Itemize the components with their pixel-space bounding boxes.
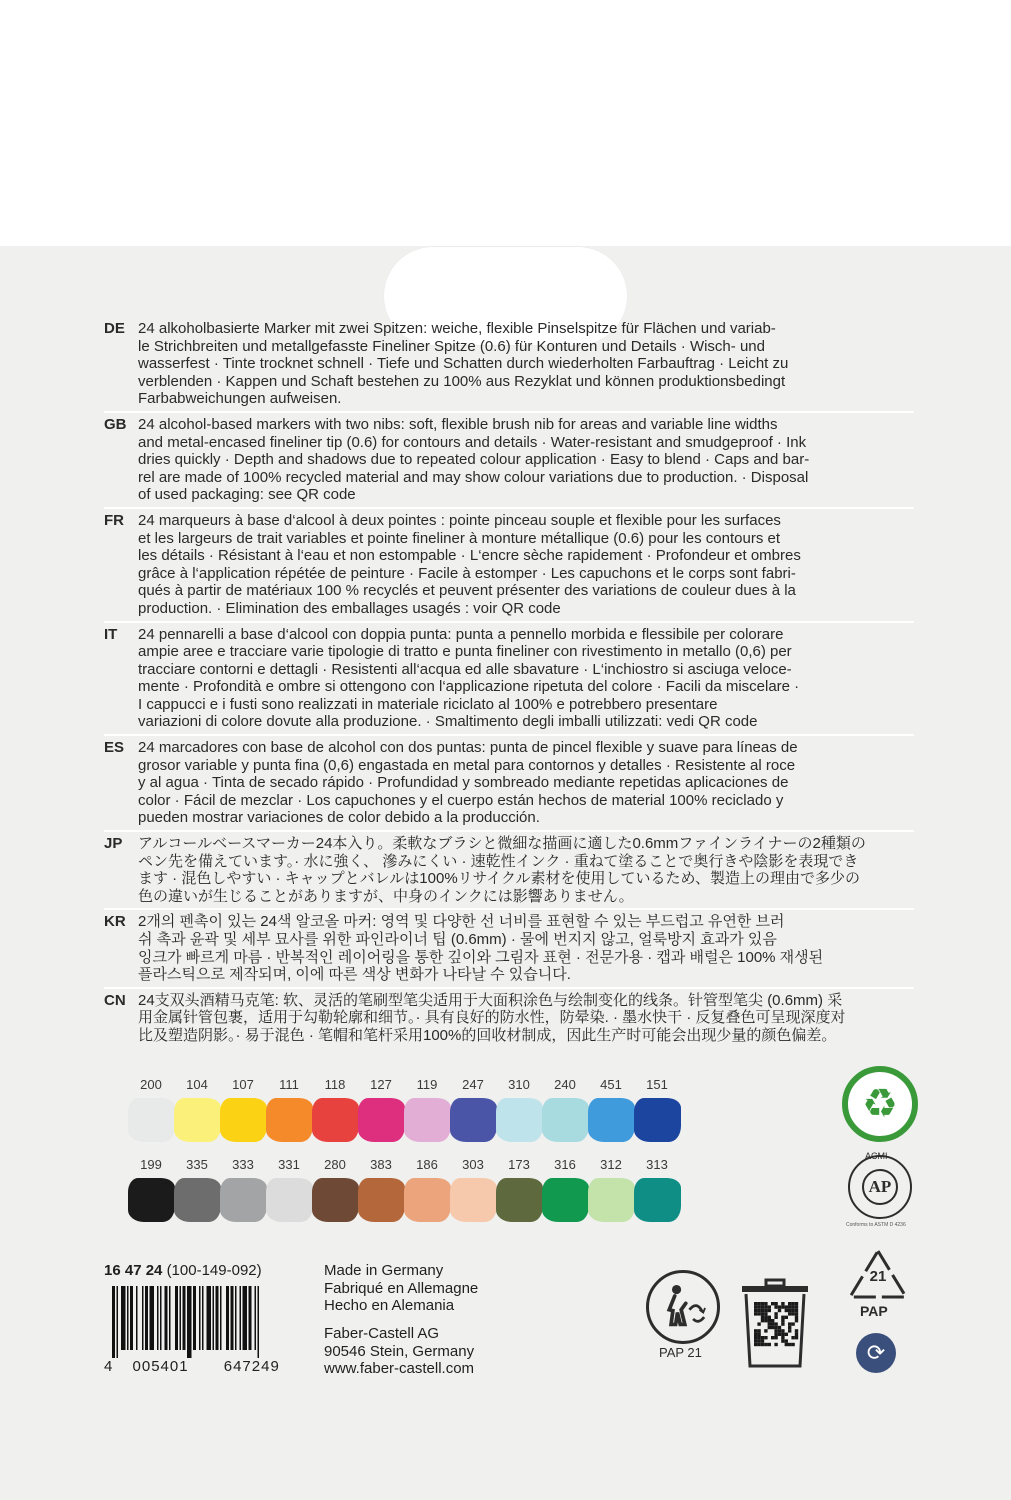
qr-module — [764, 1329, 767, 1332]
barcode-bar — [187, 1286, 192, 1358]
swatch-number: 247 — [462, 1077, 484, 1092]
lang-code: JP — [104, 835, 123, 853]
barcode-bar — [199, 1286, 201, 1350]
qr-module — [774, 1336, 777, 1339]
qr-module — [781, 1305, 784, 1308]
qr-module — [795, 1309, 798, 1312]
color-swatch — [634, 1156, 680, 1222]
lang-code: FR — [104, 511, 124, 529]
qr-module — [757, 1309, 760, 1312]
barcode-bar — [169, 1286, 171, 1350]
lang-code: GB — [104, 415, 127, 433]
qr-module — [788, 1326, 791, 1329]
pap-label: PAP — [860, 1303, 888, 1319]
swatch-number: 119 — [416, 1077, 438, 1092]
qr-module — [781, 1336, 784, 1339]
swatch-number: 303 — [462, 1157, 484, 1172]
color-swatch — [496, 1156, 542, 1222]
swatch-row — [128, 1076, 680, 1142]
barcode-bar — [207, 1286, 212, 1350]
qr-module — [764, 1302, 767, 1305]
qr-module — [757, 1339, 760, 1342]
manufacturer-address — [324, 1325, 474, 1378]
acmi-core: AP — [862, 1169, 898, 1205]
swatch-number: 111 — [279, 1077, 299, 1092]
barcode-bar — [226, 1286, 229, 1350]
qr-module — [781, 1333, 784, 1336]
qr-module — [795, 1336, 798, 1339]
qr-module — [781, 1319, 784, 1322]
recycle-icon: ♻ — [862, 1082, 898, 1126]
barcode-right: 647249 — [223, 1358, 280, 1375]
qr-module — [781, 1322, 784, 1325]
lang-code: KR — [104, 913, 126, 931]
barcode-bar — [240, 1286, 242, 1350]
barcode-bar — [130, 1286, 133, 1350]
qr-module — [791, 1305, 794, 1308]
qr-module — [774, 1329, 777, 1332]
barcode-bar — [255, 1286, 257, 1350]
company-city: 90546 Stein, Germany — [324, 1342, 475, 1360]
lang-block-de — [104, 320, 914, 413]
qr-module — [785, 1316, 788, 1319]
qr-module — [774, 1316, 777, 1319]
barcode-bar — [216, 1286, 219, 1350]
color-swatch — [450, 1156, 496, 1222]
swatch-color — [128, 1178, 175, 1222]
qr-module — [791, 1322, 794, 1325]
swatch-number: 333 — [232, 1157, 254, 1172]
art-no: 16 47 24 — [104, 1262, 163, 1279]
color-swatch — [588, 1076, 634, 1142]
tidyman-icon — [646, 1270, 720, 1344]
qr-module — [761, 1316, 764, 1319]
barcode-bar — [243, 1286, 248, 1350]
language-descriptions — [104, 320, 914, 1051]
qr-module — [785, 1305, 788, 1308]
swatch-color — [312, 1098, 359, 1142]
barcode-bar — [136, 1286, 138, 1350]
swatch-number: 107 — [232, 1077, 254, 1092]
qr-module — [778, 1309, 781, 1312]
qr-module — [768, 1309, 771, 1312]
lang-text: 2개의 펜촉이 있는 24색 알코올 마커: 영역 및 다양한 선 너비를 표현할 수 있는 부드럽고 유연한 브러 쉬 촉과 윤곽 및 세부 묘사를 위한 파인라이너 팁 (0.6mm) · 물에 번지지 않고, 얼룩방지 효과가 있음 잉크가 빠르게 마름 · 반복적인 레이어링을 통한 깊이와 그림자 표현 · 전문가용 · 캡과 배럴은 100% 재생된 플라스틱으로 제작되며, 이에 따른 색상 변화가 나타날 수 있습니다. — [138, 913, 824, 984]
swatch-number: 127 — [370, 1077, 392, 1092]
lang-block-jp — [104, 835, 914, 910]
made-in-fr: Fabriqué en Allemagne — [324, 1279, 479, 1297]
company-url: www.faber-castell.com — [324, 1360, 475, 1378]
qr-module — [774, 1302, 777, 1305]
lang-code: IT — [104, 625, 118, 643]
barcode-bar — [145, 1286, 148, 1350]
barcode-left: 005401 — [132, 1358, 189, 1375]
lang-code: CN — [104, 991, 126, 1009]
qr-module — [757, 1322, 760, 1325]
swatch-row — [128, 1156, 680, 1222]
qr-module — [757, 1302, 760, 1305]
qr-module — [795, 1329, 798, 1332]
qr-module — [795, 1312, 798, 1315]
color-swatch — [450, 1076, 496, 1142]
barcode-bar — [193, 1286, 196, 1350]
swatch-color — [220, 1178, 267, 1222]
qr-module — [761, 1302, 764, 1305]
barcode-bar — [142, 1286, 144, 1350]
qr-module — [761, 1339, 764, 1342]
made-in-es: Hecho en Alemania — [324, 1297, 455, 1315]
qr-module — [754, 1309, 757, 1312]
color-swatch — [634, 1076, 680, 1142]
qr-module — [761, 1309, 764, 1312]
lang-text: 24 alcohol-based markers with two nibs: soft, flexible brush nib for areas and variable line widths and metal-encased fineliner tip (0.6) for contours and details · Water-resistant and smudgeproof · Ink dries quickly · Depth and shadows due to repeated colour application · Easy to blend · Caps and bar- rel are made of 100% recycled material and may show colour variations due to production. · Disposal of used packaging: see QR code — [138, 415, 810, 504]
qr-module — [754, 1329, 757, 1332]
barcode-bar — [183, 1286, 186, 1350]
swatch-number: 451 — [600, 1077, 622, 1092]
qr-module — [764, 1316, 767, 1319]
barcode-bar — [231, 1286, 234, 1350]
swatch-number: 104 — [186, 1077, 208, 1092]
swatch-color — [174, 1178, 221, 1222]
qr-module — [757, 1312, 760, 1315]
swatch-color — [358, 1098, 405, 1142]
barcode-bar — [165, 1286, 168, 1350]
cardboard-recycle-badge — [842, 1066, 918, 1142]
barcode-bar — [220, 1286, 222, 1350]
green-dot-icon: ⟳ — [856, 1333, 896, 1373]
barcode-digits — [104, 1358, 280, 1375]
swatch-color — [588, 1178, 635, 1222]
swatch-color — [496, 1098, 543, 1142]
acmi-ap-seal — [848, 1155, 912, 1219]
swatch-color — [450, 1178, 497, 1222]
lang-code: ES — [104, 739, 125, 757]
lang-block-es — [104, 739, 914, 832]
qr-module — [761, 1343, 764, 1346]
qr-module — [757, 1329, 760, 1332]
swatch-color — [634, 1178, 681, 1222]
color-swatch — [588, 1156, 634, 1222]
swatch-color — [358, 1178, 405, 1222]
qr-module — [791, 1336, 794, 1339]
swatch-color — [220, 1098, 267, 1142]
hang-tab-area — [0, 0, 1011, 246]
qr-module — [795, 1316, 798, 1319]
acmi-label: ACMI — [865, 1151, 888, 1161]
qr-module — [785, 1339, 788, 1342]
swatch-number: 280 — [324, 1157, 346, 1172]
swatch-number: 310 — [508, 1077, 530, 1092]
barcode-bar — [112, 1286, 115, 1358]
color-swatch — [312, 1156, 358, 1222]
qr-module — [781, 1329, 784, 1332]
swatch-color — [450, 1098, 497, 1142]
barcode-bar — [117, 1286, 119, 1358]
qr-module — [761, 1312, 764, 1315]
swatch-number: 151 — [646, 1077, 668, 1092]
qr-module — [757, 1336, 760, 1339]
lang-block-gb — [104, 416, 914, 509]
swatch-number: 118 — [324, 1077, 346, 1092]
barcode-bar — [175, 1286, 178, 1350]
qr-module — [795, 1319, 798, 1322]
qr-module — [754, 1333, 757, 1336]
qr-module — [795, 1302, 798, 1305]
qr-module — [788, 1322, 791, 1325]
qr-module — [764, 1305, 767, 1308]
lang-block-fr — [104, 512, 914, 623]
lang-code: DE — [104, 320, 125, 337]
qr-module — [754, 1312, 757, 1315]
qr-module — [768, 1343, 771, 1346]
qr-module — [785, 1343, 788, 1346]
color-swatch — [174, 1076, 220, 1142]
qr-module — [785, 1333, 788, 1336]
qr-module — [774, 1333, 777, 1336]
qr-module — [764, 1336, 767, 1339]
qr-module — [788, 1305, 791, 1308]
qr-module — [791, 1302, 794, 1305]
qr-module — [764, 1309, 767, 1312]
qr-module — [761, 1336, 764, 1339]
qr-module — [788, 1302, 791, 1305]
swatch-color — [542, 1178, 589, 1222]
swatch-color — [266, 1098, 313, 1142]
qr-module — [788, 1312, 791, 1315]
qr-module — [768, 1322, 771, 1325]
barcode-bar — [258, 1286, 260, 1358]
color-swatch — [128, 1156, 174, 1222]
qr-module — [768, 1326, 771, 1329]
lang-text: 24 pennarelli a base d‘alcool con doppia punta: punta a pennello morbida e flessibile per colorare ampie aree e tracciare varie tipologie di tratto e punta fineliner con rivestimento in metallo (0,6) per tracciare contorni e dettagli · Resistenti all‘acqua ed alle sbavature · L‘inchiostro si asciuga veloce- mente · Profondità e ombre si ottengono con l‘applicazione ripetuta del colore · Facili da miscelare · I cappucci e i fusti sono realizzati in materiale riciclato al 100% e potrebbero presentare variazioni di colore dovute alla produzione. · Smaltimento degli imballi utilizzati: vedi QR code — [138, 625, 800, 731]
swatch-number: 240 — [554, 1077, 576, 1092]
qr-module — [771, 1319, 774, 1322]
qr-module — [754, 1305, 757, 1308]
article-number — [104, 1262, 262, 1280]
lang-text: 24 marqueurs à base d‘alcool à deux pointes : pointe pinceau souple et flexible pour les surfaces et les largeurs de trait variables et pointe fineliner à monture métallique (0.6) pour les contours et les détails · Résistant à l‘eau et non estompable · L‘encre sèche rapidement · Profondeur et ombres grâce à l‘application répétée de peinture · Facile à estomper · Les capuchons et le corps sont fabri- qués à partir de matériaux 100 % recyclés et peuvent présenter des variations de couleur dues à la production. · Elimination des emballages usagés : voir QR code — [138, 511, 801, 617]
qr-module — [795, 1305, 798, 1308]
qr-module — [781, 1339, 784, 1342]
qr-module — [795, 1333, 798, 1336]
qr-module — [764, 1312, 767, 1315]
swatch-number: 173 — [508, 1157, 530, 1172]
qr-module — [781, 1316, 784, 1319]
qr-module — [771, 1302, 774, 1305]
color-swatch — [220, 1076, 266, 1142]
swatch-color — [404, 1098, 451, 1142]
barcode-bar — [121, 1286, 126, 1350]
qr-module — [774, 1305, 777, 1308]
lang-block-it — [104, 626, 914, 737]
swatch-color — [634, 1098, 681, 1142]
barcode-bar — [213, 1286, 215, 1350]
swatch-color — [174, 1098, 221, 1142]
color-swatch — [128, 1076, 174, 1142]
qr-module — [754, 1343, 757, 1346]
qr-module — [768, 1305, 771, 1308]
qr-module — [791, 1309, 794, 1312]
lang-block-cn — [104, 992, 914, 1048]
color-swatch — [266, 1076, 312, 1142]
color-swatch — [174, 1156, 220, 1222]
swatch-number: 313 — [646, 1157, 668, 1172]
swatch-number: 186 — [416, 1157, 438, 1172]
qr-module — [754, 1336, 757, 1339]
qr-module — [774, 1343, 777, 1346]
qr-module — [774, 1326, 777, 1329]
qr-bin-icon — [740, 1278, 810, 1370]
qr-module — [781, 1302, 784, 1305]
ref-no: (100-149-092) — [166, 1262, 262, 1279]
qr-module — [764, 1343, 767, 1346]
qr-module — [771, 1336, 774, 1339]
qr-module — [771, 1326, 774, 1329]
qr-module — [768, 1319, 771, 1322]
pap-number: 21 — [869, 1268, 887, 1285]
qr-module — [754, 1302, 757, 1305]
swatch-number: 383 — [370, 1157, 392, 1172]
color-swatches — [128, 1076, 680, 1236]
color-swatch — [404, 1156, 450, 1222]
color-swatch — [358, 1076, 404, 1142]
barcode-lead: 4 — [104, 1358, 114, 1375]
barcode-image — [112, 1286, 308, 1358]
lang-text: 24支双头酒精马克笔: 软、灵活的笔刷型笔尖适用于大面积涂色与绘制变化的线条。针管型笔尖 (0.6mm) 采 用金属针管包裹，适用于勾勒轮廓和细节。· 具有良好的防水性，防晕染. · 墨水快干 · 反复叠色可呈现深度对 比及塑造阴影。· 易于混色 · 笔帽和笔杆采用100%的回收材制成，因此生产时可能会出现少量的颜色偏差。 — [138, 991, 846, 1044]
qr-module — [768, 1316, 771, 1319]
qr-module — [791, 1312, 794, 1315]
barcode-bar — [160, 1286, 162, 1350]
swatch-number: 312 — [600, 1157, 622, 1172]
color-swatch — [542, 1076, 588, 1142]
qr-module — [757, 1305, 760, 1308]
color-swatch — [496, 1076, 542, 1142]
qr-module — [778, 1326, 781, 1329]
barcode-bar — [127, 1286, 129, 1350]
swatch-color — [266, 1178, 313, 1222]
qr-module — [788, 1329, 791, 1332]
swatch-number: 200 — [140, 1077, 162, 1092]
color-swatch — [220, 1156, 266, 1222]
qr-module — [761, 1305, 764, 1308]
barcode-bar — [202, 1286, 204, 1350]
qr-module — [788, 1343, 791, 1346]
astm-note: Conforms to ASTM D 4236 — [846, 1222, 906, 1228]
barcode-bar — [157, 1286, 159, 1350]
color-swatch — [312, 1076, 358, 1142]
swatch-number: 316 — [554, 1157, 576, 1172]
qr-module — [764, 1319, 767, 1322]
company-name: Faber-Castell AG — [324, 1325, 440, 1342]
swatch-color — [588, 1098, 635, 1142]
qr-module — [778, 1333, 781, 1336]
lang-text: アルコールベースマーカー24本入り。柔軟なブラシと微細な描画に適した0.6mmファインライナーの2種類の ペン先を備えています。· 水に強く、 滲みにくい · 速乾性インク · 重ねて塗ることで奥行きや陰影を表現でき ます · 混色しやすい · キャップとバレルは100%リサイクル素材を使用しているため、製造上の理由で多少の 色の違いが生じることがありますが、中身のインクには影響ありません。 — [138, 835, 866, 905]
swatch-color — [312, 1178, 359, 1222]
swatch-number: 199 — [140, 1157, 162, 1172]
color-swatch — [542, 1156, 588, 1222]
barcode-bar — [249, 1286, 252, 1350]
made-in-block — [324, 1262, 478, 1315]
color-swatch — [266, 1156, 312, 1222]
qr-module — [757, 1333, 760, 1336]
qr-module — [774, 1312, 777, 1315]
lang-block-kr — [104, 913, 914, 988]
swatch-color — [128, 1098, 175, 1142]
swatch-color — [404, 1178, 451, 1222]
color-swatch — [358, 1156, 404, 1222]
qr-module — [788, 1309, 791, 1312]
lang-text: 24 alkoholbasierte Marker mit zwei Spitzen: weiche, flexible Pinselspitze für Flächen und variab- le Strichbreiten und metallgefasste Fineliner Spitze (0.6) für Konturen und Details · Wisch- und wasserfest · Tinte trocknet schnell · Tiefe und Schatten durch wiederholten Farbauftrag · Leicht zu verblenden · Kappen und Schaft bestehen zu 100% aus Rezyklat und können produktionsbedingt Farbabweichungen aufweisen. — [138, 320, 789, 408]
qr-module — [778, 1329, 781, 1332]
swatch-number: 331 — [278, 1157, 300, 1172]
swatch-color — [496, 1178, 543, 1222]
barcode-bar — [180, 1286, 182, 1350]
qr-module — [761, 1319, 764, 1322]
swatch-color — [542, 1098, 589, 1142]
qr-module — [757, 1343, 760, 1346]
qr-module — [791, 1343, 794, 1346]
lang-text: 24 marcadores con base de alcohol con dos puntas: punta de pincel flexible y suave para líneas de grosor variable y punta fina (0,6) engastada en metal para contornos y detalles · Resistente al roce y al agua · Tinta de secado rápido · Profundidad y sombreado mediante repetidas aplicaciones de color · Fácil de mezclar · Los capuchones y el cuerpo están hechos de material 100% reciclado y pueden mostrar variaciones de color debido a la producción. — [138, 739, 798, 827]
barcode-bar — [150, 1286, 155, 1350]
qr-module — [778, 1305, 781, 1308]
swatch-number: 335 — [186, 1157, 208, 1172]
qr-module — [774, 1322, 777, 1325]
qr-module — [771, 1322, 774, 1325]
color-swatch — [404, 1076, 450, 1142]
qr-module — [785, 1309, 788, 1312]
qr-module — [754, 1339, 757, 1342]
barcode-bar — [235, 1286, 237, 1350]
tidy-label: PAP 21 — [659, 1345, 702, 1360]
made-in-de: Made in Germany — [324, 1262, 444, 1279]
